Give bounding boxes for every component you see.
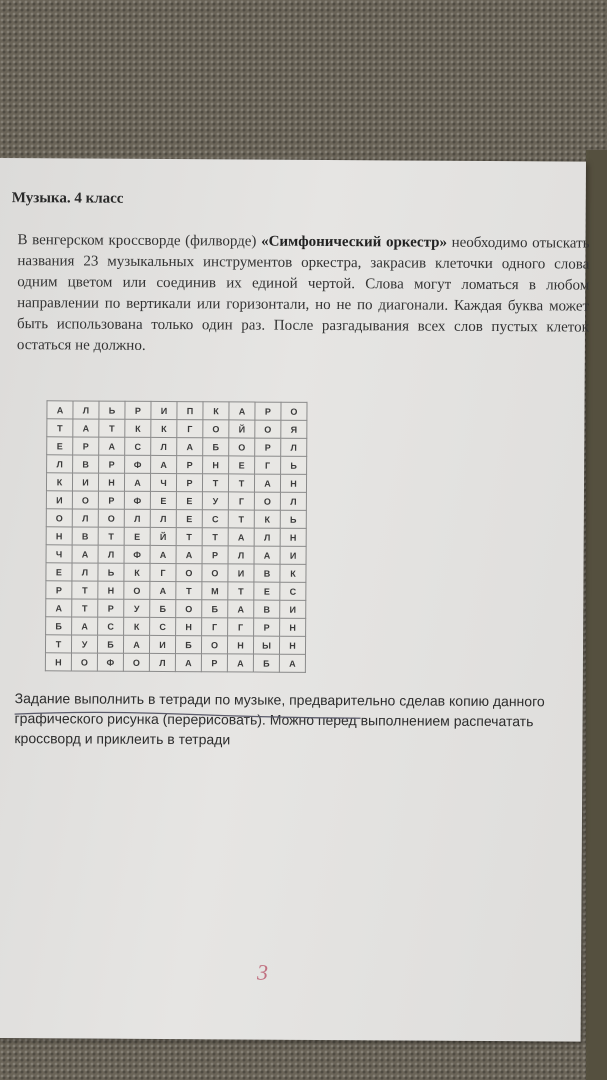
grid-cell: А [150, 581, 176, 599]
grid-cell: У [124, 599, 150, 617]
grid-cell: А [150, 545, 176, 563]
grid-cell: Б [150, 599, 176, 617]
grid-cell: А [228, 528, 254, 546]
grid-cell: Т [98, 527, 124, 545]
grid-cell: К [124, 617, 150, 635]
grid-cell: О [254, 492, 280, 510]
grid-cell: А [176, 546, 202, 564]
intro-text-rest: необходимо отыскать названия 23 музыкальных инструментов оркестра, закрасив клеточки одного слова одним цветом или соединив их единой чертой. Слова могут ломаться в любом направлении по вертикали или горизонтали, но не по диагонали. Каждая буква может быть использована только один раз. После разгадывания всех слов пустых клеток остаться не должно. [16, 234, 590, 354]
grid-cell: О [176, 564, 202, 582]
grid-row [47, 401, 307, 421]
grid-cell: Н [279, 636, 305, 654]
grid-row [45, 653, 305, 673]
grid-cell: Р [125, 401, 151, 419]
grid-cell: Т [202, 528, 228, 546]
grid-cell: Ь [98, 563, 124, 581]
grid-cell: К [254, 510, 280, 528]
grid-cell: Б [202, 600, 228, 618]
grid-row [47, 419, 307, 439]
grid-cell: В [72, 527, 98, 545]
grid-cell: А [72, 545, 98, 563]
grid-cell: И [46, 491, 72, 509]
grid-cell: Н [46, 527, 72, 545]
grid-cell: А [72, 617, 98, 635]
grid-cell: Е [176, 510, 202, 528]
grid-cell: Е [47, 437, 73, 455]
grid-cell: В [254, 564, 280, 582]
grid-cell: К [125, 419, 151, 437]
grid-cell: Н [98, 581, 124, 599]
grid-cell: О [176, 600, 202, 618]
grid-cell: Р [176, 474, 202, 492]
grid-cell: О [123, 653, 149, 671]
grid-cell: О [281, 402, 307, 420]
grid-cell: Б [46, 617, 72, 635]
grid-cell: Г [255, 456, 281, 474]
grid-cell: А [47, 401, 73, 419]
grid-cell: А [254, 474, 280, 492]
grid-cell: Н [176, 618, 202, 636]
grid-cell: Е [150, 491, 176, 509]
grid-cell: Т [45, 635, 71, 653]
grid-cell: Р [73, 437, 99, 455]
grid-cell: Б [253, 654, 279, 672]
grid-cell: П [177, 402, 203, 420]
grid-cell: Г [177, 420, 203, 438]
page-heading: Музыка. 4 класс [11, 190, 124, 207]
grid-row [46, 599, 306, 619]
grid-cell: И [149, 635, 175, 653]
task-paragraph: Задание выполнить в тетради по музыке, предварительно сделав копию данного графического рисунка (перерисовать). Можно перед выполнением распечатать кроссворд и приклеить в тетради [14, 690, 545, 748]
grid-row [46, 545, 306, 565]
grid-cell: Л [47, 455, 73, 473]
grid-cell: Е [254, 582, 280, 600]
grid-row [46, 473, 306, 493]
grid-cell: Ф [124, 491, 150, 509]
grid-cell: О [229, 438, 255, 456]
grid-cell: О [201, 636, 227, 654]
grid-cell: Р [98, 599, 124, 617]
grid-cell: С [125, 437, 151, 455]
grid-cell: М [202, 582, 228, 600]
grid-row [46, 527, 306, 547]
grid-cell: А [124, 473, 150, 491]
grid-cell: А [177, 438, 203, 456]
grid-cell: Л [124, 509, 150, 527]
grid-cell: О [203, 420, 229, 438]
grid-cell: О [71, 653, 97, 671]
grid-cell: К [203, 402, 229, 420]
grid-cell: А [46, 599, 72, 617]
grid-cell: Т [228, 510, 254, 528]
grid-cell: К [124, 563, 150, 581]
grid-cell: Т [72, 581, 98, 599]
grid-cell: Т [228, 474, 254, 492]
grid-cell: Н [98, 473, 124, 491]
grid-cell: С [202, 510, 228, 528]
grid-cell: Г [228, 492, 254, 510]
grid-cell: И [72, 473, 98, 491]
grid-cell: Т [72, 599, 98, 617]
grid-cell: Б [175, 636, 201, 654]
grid-cell: Ч [46, 545, 72, 563]
grid-cell: Ь [280, 510, 306, 528]
grid-cell: Л [149, 653, 175, 671]
grid-cell: И [151, 401, 177, 419]
grid-cell: Й [150, 527, 176, 545]
grid-cell: Т [99, 419, 125, 437]
grid-cell: Р [98, 491, 124, 509]
grid-row [47, 437, 307, 457]
grid-cell: К [151, 419, 177, 437]
grid-cell: Е [229, 456, 255, 474]
grid-cell: Л [72, 509, 98, 527]
grid-cell: Л [98, 545, 124, 563]
grid-cell: Р [99, 455, 125, 473]
grid-cell: О [72, 491, 98, 509]
grid-row [46, 581, 306, 601]
grid-cell: Л [72, 563, 98, 581]
grid-cell: Н [280, 528, 306, 546]
grid-cell: Е [124, 527, 150, 545]
grid-cell: Т [228, 582, 254, 600]
grid-cell: Н [45, 653, 71, 671]
grid-cell: Е [176, 492, 202, 510]
grid-cell: Н [227, 636, 253, 654]
grid-cell: А [229, 402, 255, 420]
grid-cell: А [175, 654, 201, 672]
grid-cell: Г [150, 563, 176, 581]
grid-cell: Т [202, 474, 228, 492]
grid-cell: Л [150, 509, 176, 527]
grid-cell: Р [46, 581, 72, 599]
grid-cell: А [228, 600, 254, 618]
grid-cell: А [99, 437, 125, 455]
grid-cell: У [71, 635, 97, 653]
grid-row [46, 509, 306, 529]
grid-cell: Я [281, 420, 307, 438]
grid-row [46, 563, 306, 583]
grid-cell: Ч [150, 473, 176, 491]
grid-cell: Л [254, 528, 280, 546]
grid-row [46, 491, 306, 511]
intro-text-start: В венгерском кроссворде (филворде) [17, 232, 262, 250]
grid-cell: Ф [124, 545, 150, 563]
grid-cell: У [202, 492, 228, 510]
intro-title: «Симфонический оркестр» [261, 233, 448, 251]
grid-cell: Н [280, 618, 306, 636]
grid-cell: В [73, 455, 99, 473]
grid-cell: О [124, 581, 150, 599]
grid-cell: В [254, 600, 280, 618]
word-search-grid [45, 400, 308, 673]
grid-cell: Р [255, 438, 281, 456]
grid-cell: Ь [99, 401, 125, 419]
grid-cell: А [73, 419, 99, 437]
grid-cell: С [280, 582, 306, 600]
grid-cell: И [280, 546, 306, 564]
grid-cell: Е [46, 563, 72, 581]
grid-cell: Р [202, 546, 228, 564]
grid-cell: О [255, 420, 281, 438]
grid-cell: Н [203, 456, 229, 474]
grid-cell: Н [280, 474, 306, 492]
grid-cell: И [280, 600, 306, 618]
grid-cell: Р [255, 402, 281, 420]
grid-row [47, 455, 307, 475]
page-number: 3 [256, 959, 269, 985]
grid-cell: Л [73, 401, 99, 419]
grid-cell: Ф [125, 455, 151, 473]
grid-cell: Л [228, 546, 254, 564]
grid-cell: Г [228, 618, 254, 636]
grid-cell: О [46, 509, 72, 527]
grid-row [46, 617, 306, 637]
grid-cell: Ь [281, 456, 307, 474]
grid-cell: А [227, 654, 253, 672]
grid-cell: Л [151, 437, 177, 455]
grid-cell: И [228, 564, 254, 582]
grid-cell: С [98, 617, 124, 635]
grid-cell: Л [280, 492, 306, 510]
grid-cell: Ы [253, 636, 279, 654]
grid-cell: Р [177, 456, 203, 474]
grid-cell: Б [203, 438, 229, 456]
grid-cell: К [280, 564, 306, 582]
grid-row [45, 635, 305, 655]
grid-cell: Ф [97, 653, 123, 671]
grid-cell: О [98, 509, 124, 527]
grid-cell: Л [281, 438, 307, 456]
grid-cell: А [123, 635, 149, 653]
grid-cell: Р [254, 618, 280, 636]
grid-cell: А [279, 654, 305, 672]
grid-cell: Й [229, 420, 255, 438]
grid-cell: О [202, 564, 228, 582]
grid-cell: А [254, 546, 280, 564]
grid-cell: К [46, 473, 72, 491]
grid-cell: Р [201, 654, 227, 672]
worksheet-page [0, 158, 590, 1042]
grid-cell: Т [176, 528, 202, 546]
grid-cell: А [151, 455, 177, 473]
grid-cell: Б [97, 635, 123, 653]
grid-cell: С [150, 617, 176, 635]
grid-cell: Т [176, 582, 202, 600]
intro-paragraph [17, 230, 590, 359]
grid-cell: Г [202, 618, 228, 636]
grid-cell: Т [47, 419, 73, 437]
